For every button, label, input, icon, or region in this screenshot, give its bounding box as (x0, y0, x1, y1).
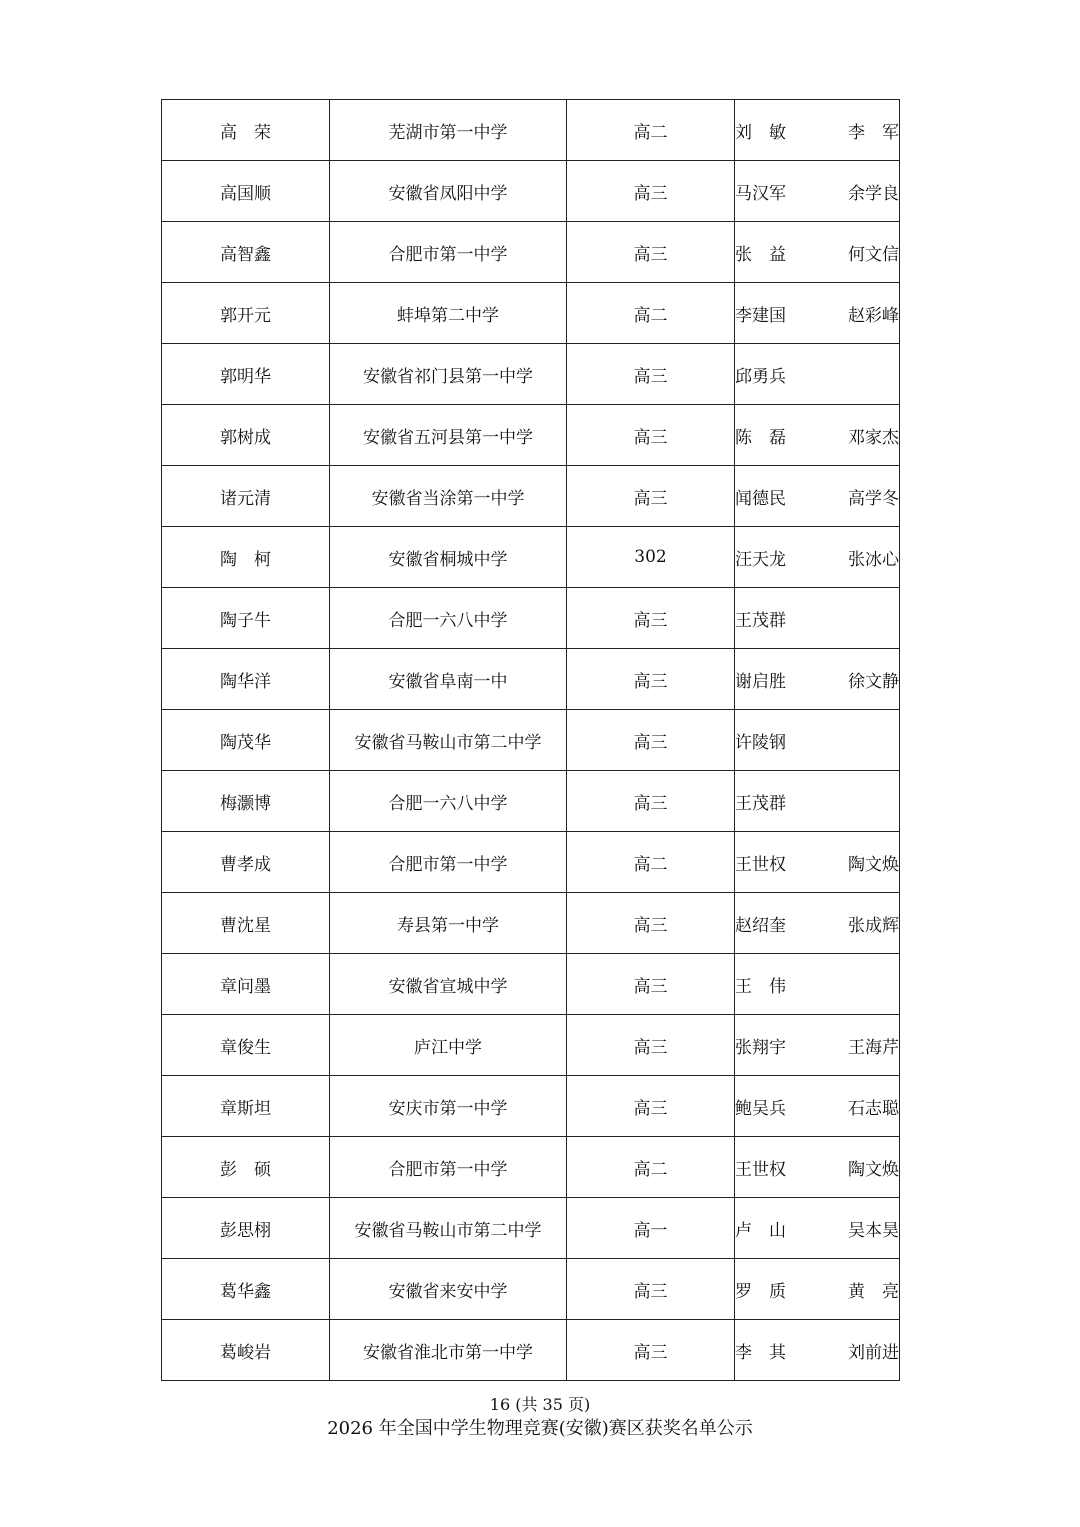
grade-cell: 高三 (567, 588, 735, 649)
coach-cell (735, 344, 900, 405)
student-name-cell: 诸元清 (162, 466, 330, 527)
coach-name: 刘 敏 (735, 122, 786, 143)
coach-name: 张冰心 (848, 549, 899, 570)
student-name-cell: 高 荣 (162, 100, 330, 161)
school-cell: 合肥市第一中学 (330, 832, 567, 893)
coach-cell (735, 222, 900, 283)
table-row (162, 1137, 900, 1198)
coach-name: 王世权 (735, 854, 786, 875)
student-name-cell: 郭开元 (162, 283, 330, 344)
school-cell: 安徽省淮北市第一中学 (330, 1320, 567, 1381)
grade-cell: 高三 (567, 405, 735, 466)
grade-cell: 高二 (567, 100, 735, 161)
coach-names (735, 1033, 899, 1058)
coach-cell (735, 527, 900, 588)
school-cell: 安徽省马鞍山市第二中学 (330, 710, 567, 771)
coach-cell (735, 893, 900, 954)
coach-names (735, 911, 899, 936)
grade-cell: 高二 (567, 832, 735, 893)
student-name-cell: 梅灏博 (162, 771, 330, 832)
student-name-cell: 章俊生 (162, 1015, 330, 1076)
school-cell: 合肥一六八中学 (330, 588, 567, 649)
coach-cell (735, 954, 900, 1015)
school-cell: 安徽省祁门县第一中学 (330, 344, 567, 405)
grade-cell: 302 (567, 527, 735, 588)
grade-cell: 高三 (567, 893, 735, 954)
student-name-cell: 陶子牛 (162, 588, 330, 649)
coach-name: 王茂群 (735, 610, 786, 631)
coach-cell (735, 405, 900, 466)
coach-names (735, 545, 899, 570)
student-name-cell: 曹孝成 (162, 832, 330, 893)
coach-name: 李建国 (735, 305, 786, 326)
coach-name: 谢启胜 (735, 671, 786, 692)
student-name-cell: 葛峻岩 (162, 1320, 330, 1381)
table-row (162, 832, 900, 893)
table-row (162, 649, 900, 710)
table-row (162, 100, 900, 161)
grade-cell: 高一 (567, 1198, 735, 1259)
coach-cell (735, 1076, 900, 1137)
coach-cell (735, 283, 900, 344)
coach-name: 王世权 (735, 1159, 786, 1180)
coach-name: 王 伟 (735, 976, 786, 997)
coach-name: 许陵钢 (735, 732, 786, 753)
coach-names (735, 179, 899, 204)
coach-name: 闻德民 (735, 488, 786, 509)
coach-name: 赵彩峰 (848, 305, 899, 326)
student-name-cell: 章斯坦 (162, 1076, 330, 1137)
school-cell: 庐江中学 (330, 1015, 567, 1076)
student-name-cell: 郭树成 (162, 405, 330, 466)
student-name-cell: 彭 硕 (162, 1137, 330, 1198)
coach-name: 余学良 (848, 183, 899, 204)
coach-name: 陶文焕 (848, 1159, 899, 1180)
coach-cell (735, 100, 900, 161)
student-name-cell: 彭思栩 (162, 1198, 330, 1259)
coach-cell (735, 1137, 900, 1198)
coach-name: 张成辉 (848, 915, 899, 936)
coach-name: 李 军 (848, 122, 899, 143)
table-row (162, 1320, 900, 1381)
coach-name: 黄 亮 (848, 1281, 899, 1302)
grade-cell: 高三 (567, 771, 735, 832)
coach-cell (735, 1259, 900, 1320)
coach-name: 张翔宇 (735, 1037, 786, 1058)
coach-names (735, 1094, 899, 1119)
coach-name: 陈 磊 (735, 427, 786, 448)
coach-cell (735, 710, 900, 771)
table-row (162, 954, 900, 1015)
coach-name: 邓家杰 (848, 427, 899, 448)
coach-cell (735, 1015, 900, 1076)
coach-name: 张 益 (735, 244, 786, 265)
student-name-cell: 郭明华 (162, 344, 330, 405)
coach-name: 何文信 (848, 244, 899, 265)
coach-names (735, 118, 899, 143)
coach-names (735, 362, 899, 387)
coach-cell (735, 161, 900, 222)
coach-names (735, 789, 899, 814)
coach-name: 汪天龙 (735, 549, 786, 570)
grade-cell: 高三 (567, 222, 735, 283)
coach-names (735, 1155, 899, 1180)
coach-names (735, 1277, 899, 1302)
grade-cell: 高三 (567, 710, 735, 771)
grade-cell: 高二 (567, 1137, 735, 1198)
grade-cell: 高三 (567, 344, 735, 405)
table-row (162, 771, 900, 832)
table-row (162, 893, 900, 954)
table-row (162, 283, 900, 344)
award-list-table (161, 99, 900, 1381)
coach-names (735, 1338, 899, 1363)
student-name-cell: 高智鑫 (162, 222, 330, 283)
coach-name: 卢 山 (735, 1220, 786, 1241)
grade-cell: 高二 (567, 283, 735, 344)
school-cell: 安徽省宣城中学 (330, 954, 567, 1015)
coach-names (735, 606, 899, 631)
grade-cell: 高三 (567, 1320, 735, 1381)
student-name-cell: 陶华洋 (162, 649, 330, 710)
coach-names (735, 484, 899, 509)
grade-cell: 高三 (567, 161, 735, 222)
coach-name: 罗 质 (735, 1281, 786, 1302)
coach-names (735, 728, 899, 753)
school-cell: 合肥市第一中学 (330, 222, 567, 283)
coach-name: 王海芹 (848, 1037, 899, 1058)
student-name-cell: 葛华鑫 (162, 1259, 330, 1320)
school-cell: 安徽省凤阳中学 (330, 161, 567, 222)
coach-names (735, 240, 899, 265)
school-cell: 寿县第一中学 (330, 893, 567, 954)
grade-cell: 高三 (567, 1259, 735, 1320)
coach-cell (735, 832, 900, 893)
coach-cell (735, 771, 900, 832)
coach-cell (735, 1198, 900, 1259)
coach-name: 石志聪 (848, 1098, 899, 1119)
student-name-cell: 陶茂华 (162, 710, 330, 771)
table-row (162, 466, 900, 527)
table-row (162, 161, 900, 222)
grade-cell: 高三 (567, 649, 735, 710)
coach-name: 王茂群 (735, 793, 786, 814)
table-row (162, 222, 900, 283)
school-cell: 安徽省来安中学 (330, 1259, 567, 1320)
award-list-body (162, 100, 900, 1381)
coach-names (735, 850, 899, 875)
student-name-cell: 高国顺 (162, 161, 330, 222)
table-row (162, 344, 900, 405)
student-name-cell: 曹沈星 (162, 893, 330, 954)
coach-names (735, 423, 899, 448)
school-cell: 安徽省桐城中学 (330, 527, 567, 588)
grade-cell: 高三 (567, 1076, 735, 1137)
page-number: 16 (共 35 页) (489, 1395, 591, 1414)
coach-name: 鲍吴兵 (735, 1098, 786, 1119)
coach-cell (735, 588, 900, 649)
grade-cell: 高三 (567, 466, 735, 527)
grade-cell: 高三 (567, 1015, 735, 1076)
school-cell: 合肥市第一中学 (330, 1137, 567, 1198)
school-cell: 合肥一六八中学 (330, 771, 567, 832)
school-cell: 安庆市第一中学 (330, 1076, 567, 1137)
document-title: 2026 年全国中学生物理竞赛(安徽)赛区获奖名单公示 (327, 1418, 753, 1439)
coach-cell (735, 649, 900, 710)
coach-name: 陶文焕 (848, 854, 899, 875)
coach-cell (735, 1320, 900, 1381)
table-row (162, 588, 900, 649)
table-row (162, 527, 900, 588)
grade-cell: 高三 (567, 954, 735, 1015)
school-cell: 安徽省马鞍山市第二中学 (330, 1198, 567, 1259)
table-row (162, 1259, 900, 1320)
coach-names (735, 667, 899, 692)
coach-name: 刘前进 (848, 1342, 899, 1363)
coach-cell (735, 466, 900, 527)
table-row (162, 1076, 900, 1137)
student-name-cell: 章问墨 (162, 954, 330, 1015)
coach-name: 高学冬 (848, 488, 899, 509)
school-cell: 安徽省当涂第一中学 (330, 466, 567, 527)
student-name-cell: 陶 柯 (162, 527, 330, 588)
school-cell: 安徽省阜南一中 (330, 649, 567, 710)
school-cell: 芜湖市第一中学 (330, 100, 567, 161)
school-cell: 安徽省五河县第一中学 (330, 405, 567, 466)
table-row (162, 710, 900, 771)
coach-name: 吴本昊 (848, 1220, 899, 1241)
coach-name: 邱勇兵 (735, 366, 786, 387)
coach-name: 徐文静 (848, 671, 899, 692)
coach-names (735, 972, 899, 997)
coach-name: 马汉军 (735, 183, 786, 204)
school-cell: 蚌埠第二中学 (330, 283, 567, 344)
table-row (162, 1198, 900, 1259)
table-row (162, 405, 900, 466)
coach-names (735, 1216, 899, 1241)
table-row (162, 1015, 900, 1076)
coach-name: 赵绍奎 (735, 915, 786, 936)
coach-names (735, 301, 899, 326)
coach-name: 李 其 (735, 1342, 786, 1363)
